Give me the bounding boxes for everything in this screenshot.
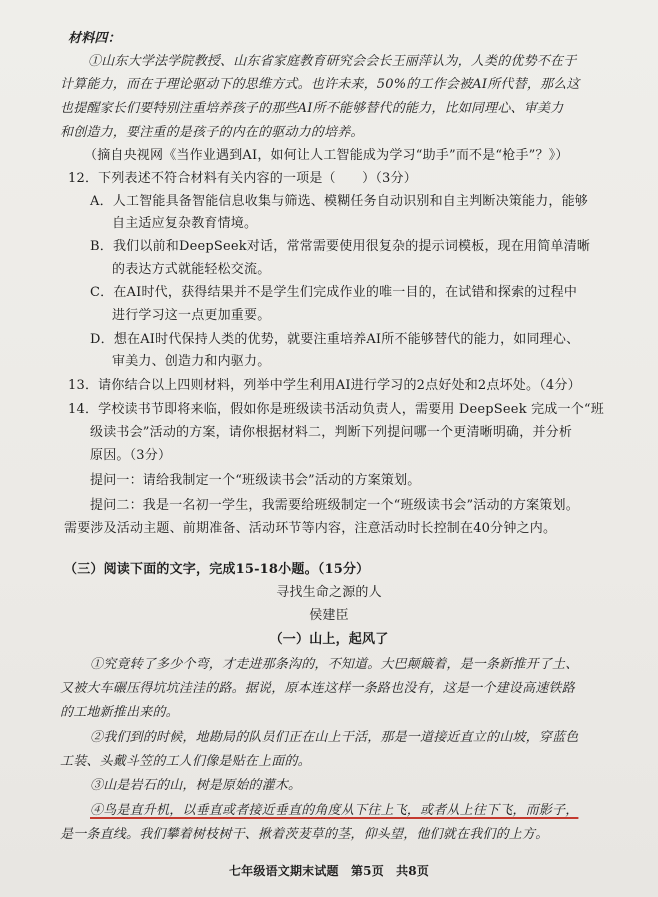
q12-stem: 12．下列表述不符合材料有关内容的一项是（ ）（3分） xyxy=(68,171,417,186)
q12-option-d-2: 审美力、创造力和内驱力。 xyxy=(112,354,271,369)
material4-source: （摘自央视网《当作业遇到AI，如何让人工智能成为学习“助手”而不是“枪手”？》） xyxy=(84,148,569,163)
para3: ③山是岩石的山，树是原始的灌木。 xyxy=(90,778,302,793)
passage-author: 侯建臣 xyxy=(309,608,349,623)
section3-heading: （三）阅读下面的文字，完成15-18小题。（15分） xyxy=(64,562,370,577)
para4-line-1: ④鸟是直升机，以垂直或者接近垂直的角度从下往上飞，或者从上往下飞，而影子， xyxy=(90,803,579,818)
q12-option-b-2: 的表达方式就能轻松交流。 xyxy=(112,262,271,277)
para1-line-3: 的工地新推出来的。 xyxy=(60,705,179,720)
q12-option-a-2: 自主适应复杂教育情境。 xyxy=(112,216,258,231)
q12-option-c-2: 进行学习这一点更加重要。 xyxy=(112,308,271,323)
q14-line-3: 原因。（3分） xyxy=(90,448,172,463)
q14-ask-2-line-2: 需要涉及活动主题、前期准备、活动环节等内容，注意活动时长控制在40分钟之内。 xyxy=(64,521,557,536)
material4-line-4: 和创造力，要注重的是孩子的内在的驱动力的培养。 xyxy=(60,125,364,140)
q12-option-d-1: D．想在AI时代保持人类的优势，就要注重培养AI所不能够替代的能力，如同理心、 xyxy=(90,332,580,347)
para2-line-2: 工装、头戴斗笠的工人们像是贴在上面的。 xyxy=(60,754,311,769)
material4-heading: 材料四： xyxy=(68,31,121,46)
q14-line-2: 级读书会”活动的方案，请你根据材料二，判断下列提问哪一个更清晰明确，并分析 xyxy=(90,425,573,440)
page-footer: 七年级语文期末试题 第5页 共8页 xyxy=(228,864,430,878)
para4-line-2: 是一条直线。我们攀着树枝树干、揪着茨茇草的茎，仰头望，他们就在我们的上方。 xyxy=(60,827,549,842)
q12-option-b-1: B．我们以前和DeepSeek对话，常常需要使用很复杂的提示词模板，现在用简单清晰 xyxy=(90,239,591,254)
material4-line-1: ①山东大学法学院教授、山东省家庭教育研究会会长王丽萍认为，人类的优势不在于 xyxy=(88,54,577,69)
para1-line-1: ①究竟转了多少个弯，才走进那条沟的，不知道。大巴颠簸着，是一条新推开了土、 xyxy=(90,657,579,672)
material4-line-3: 也提醒家长们要特别注重培养孩子的那些AI所不能够替代的能力，比如同理心、审美力 xyxy=(60,101,564,116)
q14-line-1: 14．学校读书节即将来临，假如你是班级读书活动负责人，需要用 DeepSeek 完成一个“班 xyxy=(68,402,604,417)
q12-option-a-1: A．人工智能具备智能信息收集与筛选、模糊任务自动识别和自主判断决策能力，能够 xyxy=(90,194,588,209)
para2-line-1: ②我们到的时候，地勘局的队员们正在山上干活，那是一道接近直立的山坡，穿蓝色 xyxy=(90,730,579,745)
passage-subheading: （一）山上，起风了 xyxy=(269,632,389,647)
para1-line-2: 又被大车碾压得坑坑洼洼的路。据说，原本连这样一条路也没有，这是一个建设高速铁路 xyxy=(60,681,575,696)
q14-ask-1: 提问一：请给我制定一个“班级读书会”活动的方案策划。 xyxy=(90,473,421,488)
material4-line-2: 计算能力，而在于理论驱动下的思维方式。也许未来，50%的工作会被AI所代替，那么这 xyxy=(60,77,580,92)
q12-option-c-1: C．在AI时代，获得结果并不是学生们完成作业的唯一目的，在试错和探索的过程中 xyxy=(90,285,578,300)
q13-stem: 13．请你结合以上四则材料，列举中学生利用AI进行学习的2点好处和2点坏处。（4分） xyxy=(68,378,581,393)
q14-ask-2-line-1: 提问二：我是一名初一学生，我需要给班级制定一个“班级读书会”活动的方案策划。 xyxy=(90,498,579,513)
passage-title: 寻找生命之源的人 xyxy=(276,585,382,600)
